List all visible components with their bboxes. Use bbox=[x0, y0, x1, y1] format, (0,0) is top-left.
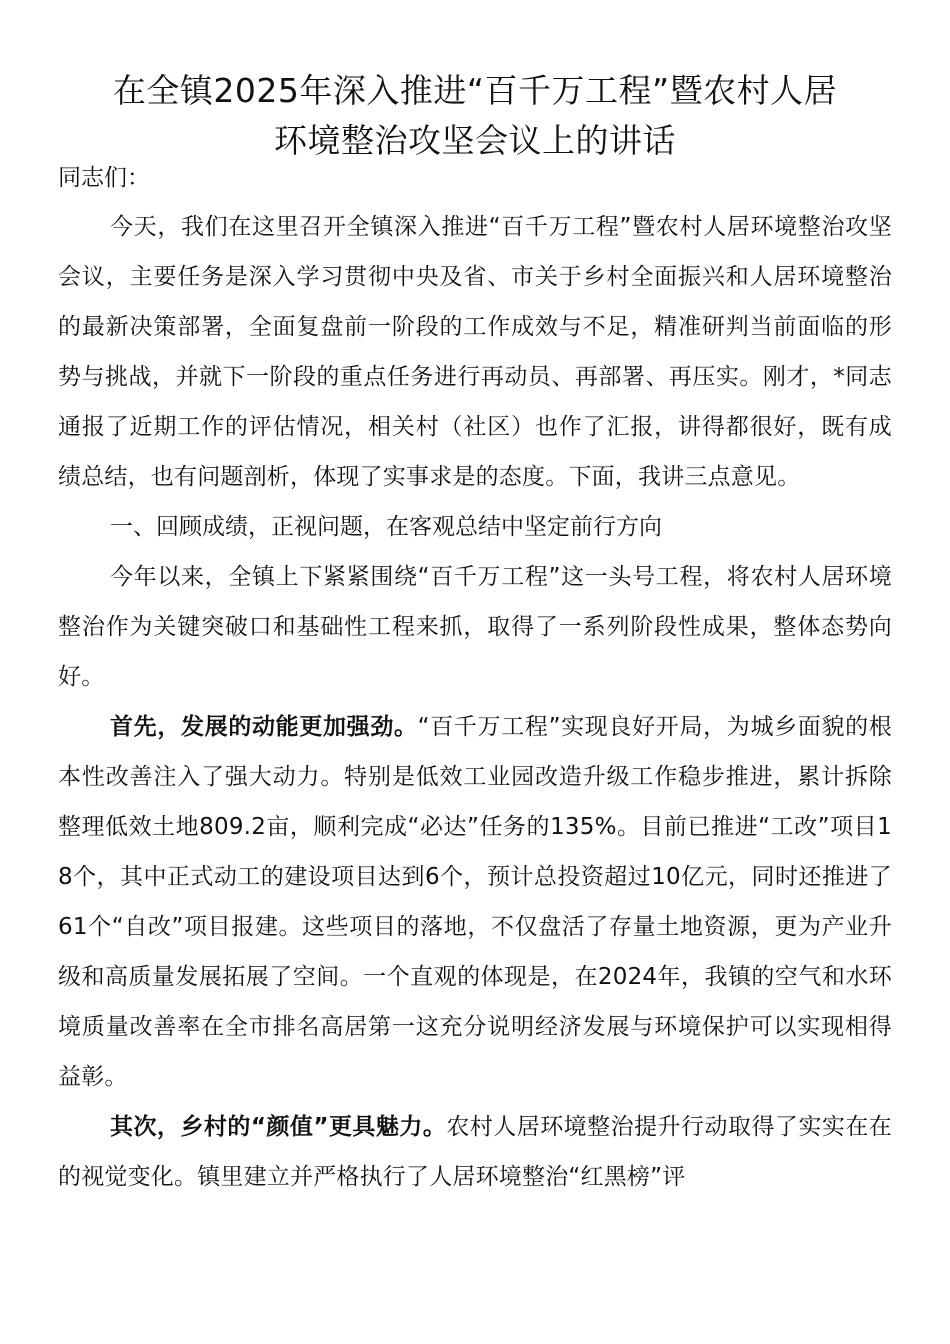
title-line-2: 环境整治攻坚会议上的讲话 bbox=[274, 121, 676, 160]
salutation: 同志们： bbox=[58, 165, 150, 191]
point-1-lead: 首先，发展的动能更加强劲。 bbox=[110, 714, 418, 740]
point-2-body: 农村人居环境整治提升行动取得了实实在在的视觉变化。镇里建立并严格执行了人居环境整治“红黑榜”评 bbox=[58, 1114, 892, 1190]
title-line-1: 在全镇2025年深入推进“百千万工程”暨农村人居 bbox=[112, 71, 838, 110]
document-title bbox=[58, 66, 892, 166]
point-1-paragraph bbox=[58, 702, 892, 1102]
intro-paragraph: 今天，我们在这里召开全镇深入推进“百千万工程”暨农村人居环境整治攻坚会议，主要任务是深入学习贯彻中央及省、市关于乡村全面振兴和人居环境整治的最新决策部署，全面复盘前一阶段的工作成效与不足，精准研判当前面临的形势与挑战，并就下一阶段的重点任务进行再动员、再部署、再压实。刚才，*同志通报了近期工作的评估情况，相关村（社区）也作了汇报，讲得都很好，既有成绩总结，也有问题剖析，体现了实事求是的态度。下面，我讲三点意见。 bbox=[58, 214, 892, 490]
point-2-paragraph bbox=[58, 1102, 892, 1202]
point-1-body: “百千万工程”实现良好开局，为城乡面貌的根本性改善注入了强大动力。特别是低效工业园改造升级工作稳步推进，累计拆除整理低效土地809.2亩，顺利完成“必达”任务的135%。目前已推进“工改”项目18个，其中正式动工的建设项目达到6个，预计总投资超过10亿元，同时还推进了61个“自改”项目报建。这些项目的落地，不仅盘活了存量土地资源，更为产业升级和高质量发展拓展了空间。一个直观的体现是，在2024年，我镇的空气和水环境质量改善率在全市排名高居第一这充分说明经济发展与环境保护可以实现相得益彰。 bbox=[58, 714, 892, 1090]
section-1-intro-paragraph: 今年以来，全镇上下紧紧围绕“百千万工程”这一头号工程，将农村人居环境整治作为关键突破口和基础性工程来抓，取得了一系列阶段性成果，整体态势向好。 bbox=[58, 564, 892, 690]
section-1-heading: 一、回顾成绩，正视问题，在客观总结中坚定前行方向 bbox=[110, 514, 662, 540]
point-2-lead: 其次，乡村的“颜值”更具魅力。 bbox=[110, 1114, 447, 1140]
document-page bbox=[58, 66, 892, 1202]
